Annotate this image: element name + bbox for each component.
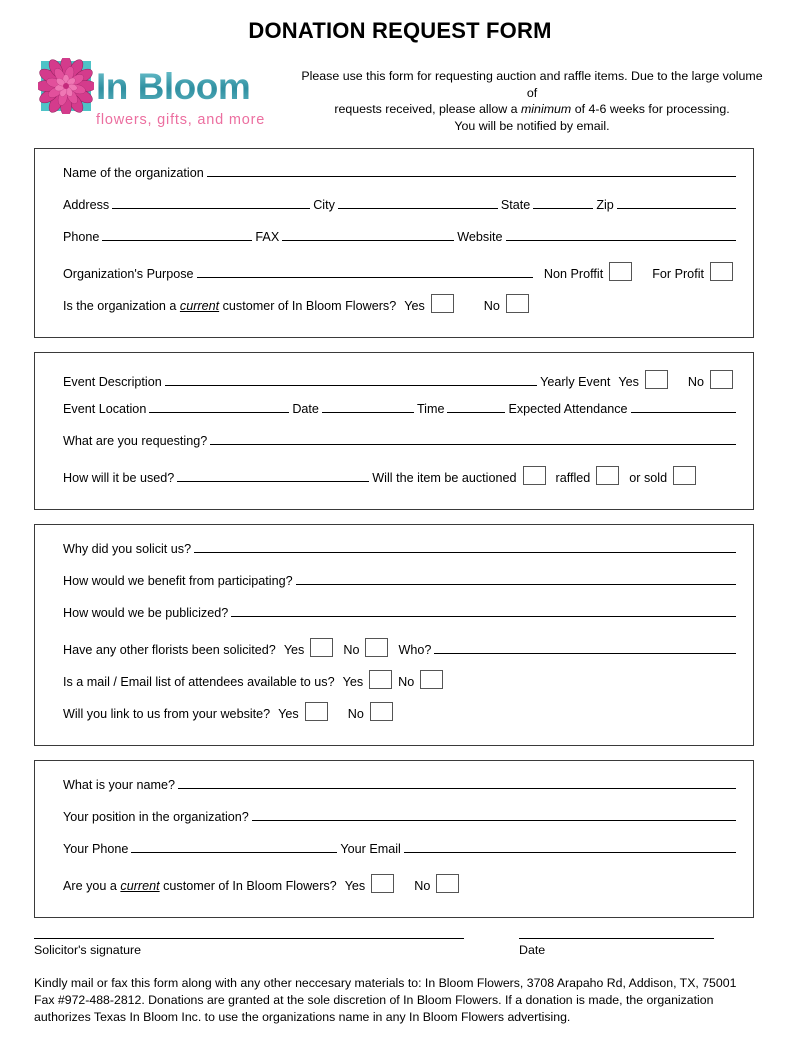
mail-list-no-checkbox[interactable] [420, 670, 443, 689]
dahlia-flower-icon [38, 58, 94, 114]
publicized-label: How would we be publicized? [63, 606, 229, 620]
time-label: Time [416, 402, 445, 416]
fineprint-line-2: Fax #972-488-2812. Donations are granted at the sole discretion of In Bloom Flowers. If a donation is made, the organization [34, 993, 714, 1007]
phone-label: Phone [63, 230, 100, 244]
org-name-input[interactable] [207, 163, 736, 177]
current-customer-yes-checkbox[interactable] [431, 294, 454, 313]
field-row-your-name [35, 775, 753, 807]
why-solicit-input[interactable] [194, 539, 736, 553]
zip-input[interactable] [617, 195, 736, 209]
auctioned-label: Will the item be auctioned [372, 471, 517, 485]
other-florists-label: Have any other florists been solicited? [63, 643, 276, 657]
fineprint-line-3: authorizes Texas In Bloom Inc. to use the organizations name in any In Bloom Flowers advertising. [34, 1010, 571, 1024]
website-label: Website [457, 230, 503, 244]
state-label: State [500, 198, 531, 212]
expected-attendance-label: Expected Attendance [508, 402, 628, 416]
brand-tagline: flowers, gifts, and more [96, 112, 266, 128]
header-row [0, 54, 800, 134]
org-name-label: Name of the organization [63, 166, 204, 180]
brand-name: In Bloom [96, 65, 251, 107]
other-florists-yes-label: Yes [283, 643, 305, 657]
position-input[interactable] [252, 807, 736, 821]
non-profit-label: Non Proffit [543, 267, 604, 281]
time-input[interactable] [447, 399, 505, 413]
yearly-event-yes-checkbox[interactable] [645, 370, 668, 389]
current-customer-yes-label: Yes [404, 299, 425, 313]
raffled-checkbox[interactable] [596, 466, 619, 485]
how-used-label: How will it be used? [63, 471, 175, 485]
how-used-input[interactable] [177, 468, 369, 482]
date-input[interactable] [322, 399, 414, 413]
fax-input[interactable] [282, 227, 454, 241]
fineprint-line-1: Kindly mail or fax this form along with any other neccesary materials to: In Bloom Flowers, 3708 Arapaho Rd, Addison, TX, 75001 [34, 976, 737, 990]
city-input[interactable] [338, 195, 498, 209]
field-row-mail-list [35, 667, 753, 699]
current-customer-no-label: No [483, 299, 500, 313]
address-label: Address [63, 198, 110, 212]
purpose-input[interactable] [197, 264, 533, 278]
yearly-event-yes-label: Yes [618, 375, 639, 389]
signature-area [34, 938, 754, 957]
other-florists-no-label: No [343, 643, 360, 657]
intro-line-2a: requests received, please allow a [334, 102, 521, 116]
mail-list-no-label: No [398, 675, 415, 689]
or-sold-checkbox[interactable] [673, 466, 696, 485]
your-phone-input[interactable] [131, 839, 337, 853]
mail-list-yes-checkbox[interactable] [369, 670, 392, 689]
intro-line-2b: of 4-6 weeks for processing. [571, 102, 730, 116]
field-row-org-name [35, 163, 753, 195]
auctioned-checkbox[interactable] [523, 466, 546, 485]
intro-line-1: Please use this form for requesting auction and raffle items. Due to the large volume of [301, 69, 763, 100]
section-event-info [34, 352, 754, 510]
section-solicitation-info [34, 524, 754, 746]
website-link-label: Will you link to us from your website? [63, 707, 271, 721]
signature-label: Solicitor's signature [34, 943, 142, 957]
field-row-why-solicit [35, 539, 753, 571]
benefit-label: How would we benefit from participating? [63, 574, 293, 588]
your-phone-label: Your Phone [63, 842, 129, 856]
your-name-label: What is your name? [63, 778, 175, 792]
field-row-purpose [35, 259, 753, 291]
non-profit-checkbox[interactable] [609, 262, 632, 281]
event-location-input[interactable] [149, 399, 289, 413]
are-you-current-no-label: No [414, 879, 431, 893]
field-row-phone [35, 227, 753, 259]
date-label: Date [292, 402, 319, 416]
event-description-label: Event Description [63, 375, 162, 389]
date-column [519, 938, 754, 957]
website-link-yes-label: Yes [278, 707, 299, 721]
mail-list-label: Is a mail / Email list of attendees available to us? [63, 675, 335, 689]
other-florists-yes-checkbox[interactable] [310, 638, 333, 657]
are-you-current-question: Are you a current customer of In Bloom Flowers? [63, 879, 337, 893]
intro-paragraph [290, 54, 768, 134]
website-link-no-label: No [347, 707, 364, 721]
field-row-current-customer [35, 291, 753, 323]
date-label: Date [519, 943, 546, 957]
field-row-benefit [35, 571, 753, 603]
expected-attendance-input[interactable] [631, 399, 736, 413]
raffled-label: raffled [555, 471, 591, 485]
fineprint-disclaimer [34, 975, 752, 1026]
logo-mark [38, 58, 94, 114]
who-label: Who? [398, 643, 432, 657]
for-profit-label: For Profit [652, 267, 704, 281]
address-input[interactable] [112, 195, 310, 209]
field-row-position [35, 807, 753, 839]
are-you-current-yes-label: Yes [344, 879, 366, 893]
zip-label: Zip [596, 198, 614, 212]
publicized-input[interactable] [231, 603, 736, 617]
field-row-other-florists [35, 635, 753, 667]
requesting-input[interactable] [210, 431, 736, 445]
current-customer-question: Is the organization a current customer of In Bloom Flowers? [63, 299, 397, 313]
phone-input[interactable] [102, 227, 252, 241]
your-email-label: Your Email [340, 842, 401, 856]
or-sold-label: or sold [629, 471, 668, 485]
field-row-are-you-current [35, 871, 753, 903]
field-row-how-used [35, 463, 753, 495]
yearly-event-no-checkbox[interactable] [710, 370, 733, 389]
requesting-label: What are you requesting? [63, 434, 208, 448]
page-title: DONATION REQUEST FORM [248, 18, 552, 43]
for-profit-checkbox[interactable] [710, 262, 733, 281]
other-florists-no-checkbox[interactable] [365, 638, 388, 657]
section-organization-info [34, 148, 754, 338]
benefit-input[interactable] [296, 571, 736, 585]
your-email-input[interactable] [404, 839, 736, 853]
field-row-website-link [35, 699, 753, 731]
website-input[interactable] [506, 227, 737, 241]
event-description-input[interactable] [165, 372, 537, 386]
field-row-publicized [35, 603, 753, 635]
are-you-current-yes-checkbox[interactable] [371, 874, 394, 893]
who-input[interactable] [434, 640, 736, 654]
yearly-event-label: Yearly Event [540, 375, 611, 389]
fax-label: FAX [255, 230, 280, 244]
purpose-label: Organization's Purpose [63, 267, 194, 281]
field-row-your-phone [35, 839, 753, 871]
website-link-no-checkbox[interactable] [370, 702, 393, 721]
field-row-event-location [35, 399, 753, 431]
why-solicit-label: Why did you solicit us? [63, 542, 192, 556]
yearly-event-no-label: No [687, 375, 704, 389]
state-input[interactable] [533, 195, 593, 209]
intro-line-3: You will be notified by email. [454, 118, 610, 133]
field-row-address [35, 195, 753, 227]
current-customer-no-checkbox[interactable] [506, 294, 529, 313]
website-link-yes-checkbox[interactable] [305, 702, 328, 721]
city-label: City [313, 198, 335, 212]
mail-list-yes-label: Yes [342, 675, 364, 689]
brand-logo [38, 54, 290, 128]
event-location-label: Event Location [63, 402, 147, 416]
are-you-current-no-checkbox[interactable] [436, 874, 459, 893]
intro-emphasis: minimum [520, 102, 572, 116]
position-label: Your position in the organization? [63, 810, 249, 824]
field-row-event-description [35, 367, 753, 399]
your-name-input[interactable] [178, 775, 736, 789]
donation-request-form-page [0, 18, 800, 1053]
signature-column [34, 938, 464, 957]
section-contact-info [34, 760, 754, 918]
field-row-requesting [35, 431, 753, 463]
